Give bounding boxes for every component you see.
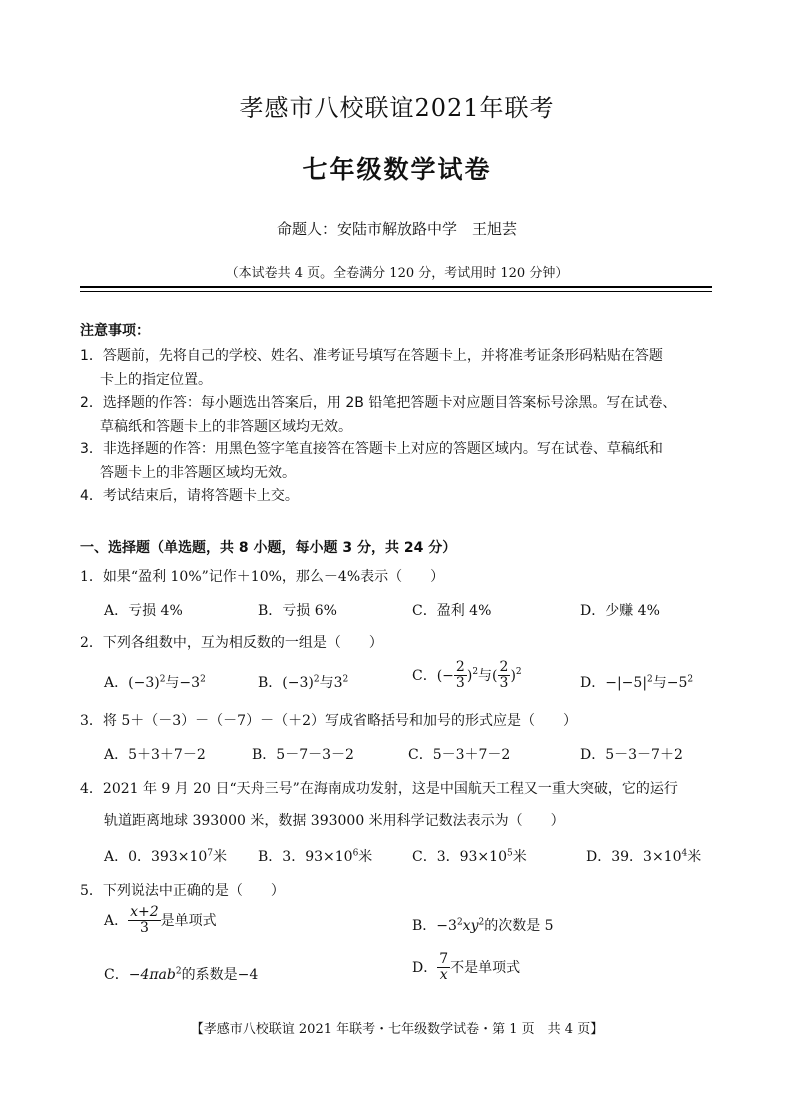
q5-c-exp: 2 bbox=[175, 966, 182, 977]
q4-option-c bbox=[412, 846, 527, 866]
q2-option-a bbox=[104, 672, 206, 692]
q5-option-d bbox=[412, 952, 520, 984]
q3-option-b: B．5－7－3－2 bbox=[252, 747, 354, 763]
notice-item-1-cont: 卡上的指定位置。 bbox=[100, 372, 212, 388]
notice-item-3-cont: 答题卡上的非答题区域均无效。 bbox=[100, 465, 296, 481]
q5-b-label: B． bbox=[412, 918, 437, 934]
q2-c-num1: 2 bbox=[455, 659, 465, 675]
q5-c-label: C． bbox=[104, 967, 129, 983]
question-2-stem: 2．下列各组数中，互为相反数的一组是（ ） bbox=[80, 635, 383, 651]
q5-d-num: 7 bbox=[439, 951, 449, 967]
q2-b-exp1: 2 bbox=[313, 674, 320, 685]
q2-d-exp2: 2 bbox=[687, 674, 694, 685]
notice-item-1: 1．答题前，先将自己的学校、姓名、准考证号填写在答题卡上，并将准考证条形码粘贴在答题 bbox=[80, 348, 663, 364]
q2-c-close: ) bbox=[466, 667, 473, 684]
q2-a-label: A． bbox=[104, 675, 129, 691]
section-title: 一、选择题（单选题，共 8 小题，每小题 3 分，共 24 分） bbox=[80, 540, 457, 556]
q5-d-den: x bbox=[439, 967, 448, 984]
q1-option-a: A．亏损 4% bbox=[104, 603, 183, 619]
question-5-stem: 5．下列说法中正确的是（ ） bbox=[80, 883, 285, 899]
q5-c-text: 的系数是−4 bbox=[181, 967, 259, 983]
q2-b-exp2: 2 bbox=[342, 674, 349, 685]
q2-c-exp1: 2 bbox=[472, 667, 479, 678]
q2-a-expr: (−3) bbox=[128, 675, 160, 691]
q5-d-text: 不是单项式 bbox=[450, 959, 521, 976]
q2-d-exp1: 2 bbox=[647, 674, 653, 685]
q2-c-open: (− bbox=[436, 667, 454, 684]
q4-a-unit: 米 bbox=[213, 849, 228, 865]
q1-option-d: D．少赚 4% bbox=[580, 603, 660, 619]
q5-a-fraction bbox=[128, 905, 161, 937]
q2-c-den1: 3 bbox=[455, 675, 465, 692]
q4-c-base: C．3．93×10 bbox=[412, 849, 507, 865]
exam-subtitle: 七年级数学试卷 bbox=[302, 155, 492, 184]
q2-c-close2: ) bbox=[510, 667, 516, 684]
q4-b-unit: 米 bbox=[358, 849, 373, 865]
q2-a-exp2: 2 bbox=[200, 674, 206, 685]
author-line: 命题人：安陆市解放路中学 王旭芸 bbox=[276, 220, 517, 238]
q2-a-exp1: 2 bbox=[159, 674, 166, 685]
q2-c-exp2: 2 bbox=[515, 667, 522, 678]
q5-option-a bbox=[104, 905, 217, 937]
q4-a-base: A．0．393×10 bbox=[104, 849, 208, 865]
page-footer: 【孝感市八校联谊 2021 年联考・七年级数学试卷・第 1 页 共 4 页】 bbox=[190, 1022, 604, 1037]
q1-option-b: B．亏损 6% bbox=[258, 603, 337, 619]
q5-a-den: 3 bbox=[139, 920, 149, 937]
q4-a-exp: 7 bbox=[207, 848, 214, 859]
q2-c-fraction-2 bbox=[498, 660, 511, 692]
q2-c-den2: 3 bbox=[499, 675, 509, 692]
q2-b-label: B． bbox=[258, 675, 283, 691]
question-3-stem: 3．将 5＋（－3）－（－7）－（＋2）写成省略括号和加号的形式应是（ ） bbox=[80, 713, 577, 729]
q5-b-exp2: 2 bbox=[478, 917, 485, 928]
q4-d-base: D．39．3×10 bbox=[586, 849, 682, 865]
question-4-stem-cont: 轨道距离地球 393000 米，数据 393000 米用科学记数法表示为（ ） bbox=[104, 813, 565, 829]
q5-d-fraction bbox=[437, 952, 450, 984]
q5-b-exp1: 2 bbox=[456, 917, 463, 928]
q5-b-pre: −3 bbox=[436, 918, 457, 934]
q5-d-label: D． bbox=[412, 959, 438, 976]
question-4-stem: 4．2021 年 9 月 20 日“天舟三号”在海南成功发射，这是中国航天工程又一重大突破，它的运行 bbox=[80, 781, 678, 797]
q3-option-c: C．5－3＋7－2 bbox=[408, 747, 511, 763]
q4-c-exp: 5 bbox=[506, 848, 513, 859]
notice-item-2: 2．选择题的作答：每小题选出答案后，用 2B 铅笔把答题卡对应题目答案标号涂黑。写在试卷、 bbox=[80, 395, 677, 411]
q2-c-num2: 2 bbox=[499, 659, 509, 675]
q4-option-a bbox=[104, 846, 227, 866]
q3-option-a: A．5＋3＋7－2 bbox=[104, 747, 206, 763]
q2-c-label: C． bbox=[412, 667, 437, 684]
q5-b-vars: xy bbox=[462, 918, 479, 934]
notice-item-3: 3．非选择题的作答：用黑色签字笔直接答在答题卡上对应的答题区域内。写在试卷、草稿纸和 bbox=[80, 441, 663, 457]
q5-option-b bbox=[412, 915, 554, 935]
q5-a-label: A． bbox=[104, 912, 129, 929]
q4-d-unit: 米 bbox=[687, 849, 702, 865]
q2-option-b bbox=[258, 672, 348, 692]
q2-d-mid: 与−5 bbox=[652, 675, 688, 691]
q2-option-c bbox=[412, 660, 522, 692]
q4-option-b bbox=[258, 846, 372, 866]
q2-option-d bbox=[580, 672, 693, 692]
q2-b-expr: (−3) bbox=[282, 675, 314, 691]
q3-option-d: D．5－3－7＋2 bbox=[580, 747, 683, 763]
q2-d-expr: −|−5| bbox=[605, 675, 648, 691]
q1-option-c: C．盈利 4% bbox=[412, 603, 492, 619]
q5-option-c bbox=[104, 964, 258, 984]
q5-a-text: 是单项式 bbox=[160, 912, 217, 929]
exam-title: 孝感市八校联谊2021年联考 bbox=[239, 94, 555, 122]
q4-c-unit: 米 bbox=[512, 849, 527, 865]
question-1-stem: 1．如果“盈利 10%”记作＋10%，那么－4%表示（ ） bbox=[80, 569, 445, 585]
q5-c-pre: −4πab bbox=[128, 967, 176, 983]
q2-a-mid: 与−3 bbox=[165, 675, 201, 691]
header-rule-thick bbox=[80, 286, 712, 288]
q5-a-num: x+2 bbox=[130, 904, 159, 920]
q2-b-mid: 与3 bbox=[319, 675, 343, 691]
q4-b-base: B．3．93×10 bbox=[258, 849, 353, 865]
notice-item-4: 4．考试结束后，请将答题卡上交。 bbox=[80, 488, 299, 504]
header-rule-thin bbox=[80, 291, 712, 292]
q5-b-text: 的次数是 5 bbox=[484, 918, 554, 934]
q4-b-exp: 6 bbox=[352, 848, 359, 859]
q2-c-mid: 与( bbox=[478, 667, 498, 684]
q2-d-label: D． bbox=[580, 675, 606, 691]
exam-info: （本试卷共 4 页。全卷满分 120 分，考试用时 120 分钟） bbox=[225, 266, 569, 281]
notice-item-2-cont: 草稿纸和答题卡上的非答题区域均无效。 bbox=[100, 419, 352, 435]
notice-title: 注意事项： bbox=[80, 323, 150, 339]
q4-option-d bbox=[586, 846, 701, 866]
q4-d-exp: 4 bbox=[681, 848, 688, 859]
q2-c-fraction-1 bbox=[454, 660, 467, 692]
